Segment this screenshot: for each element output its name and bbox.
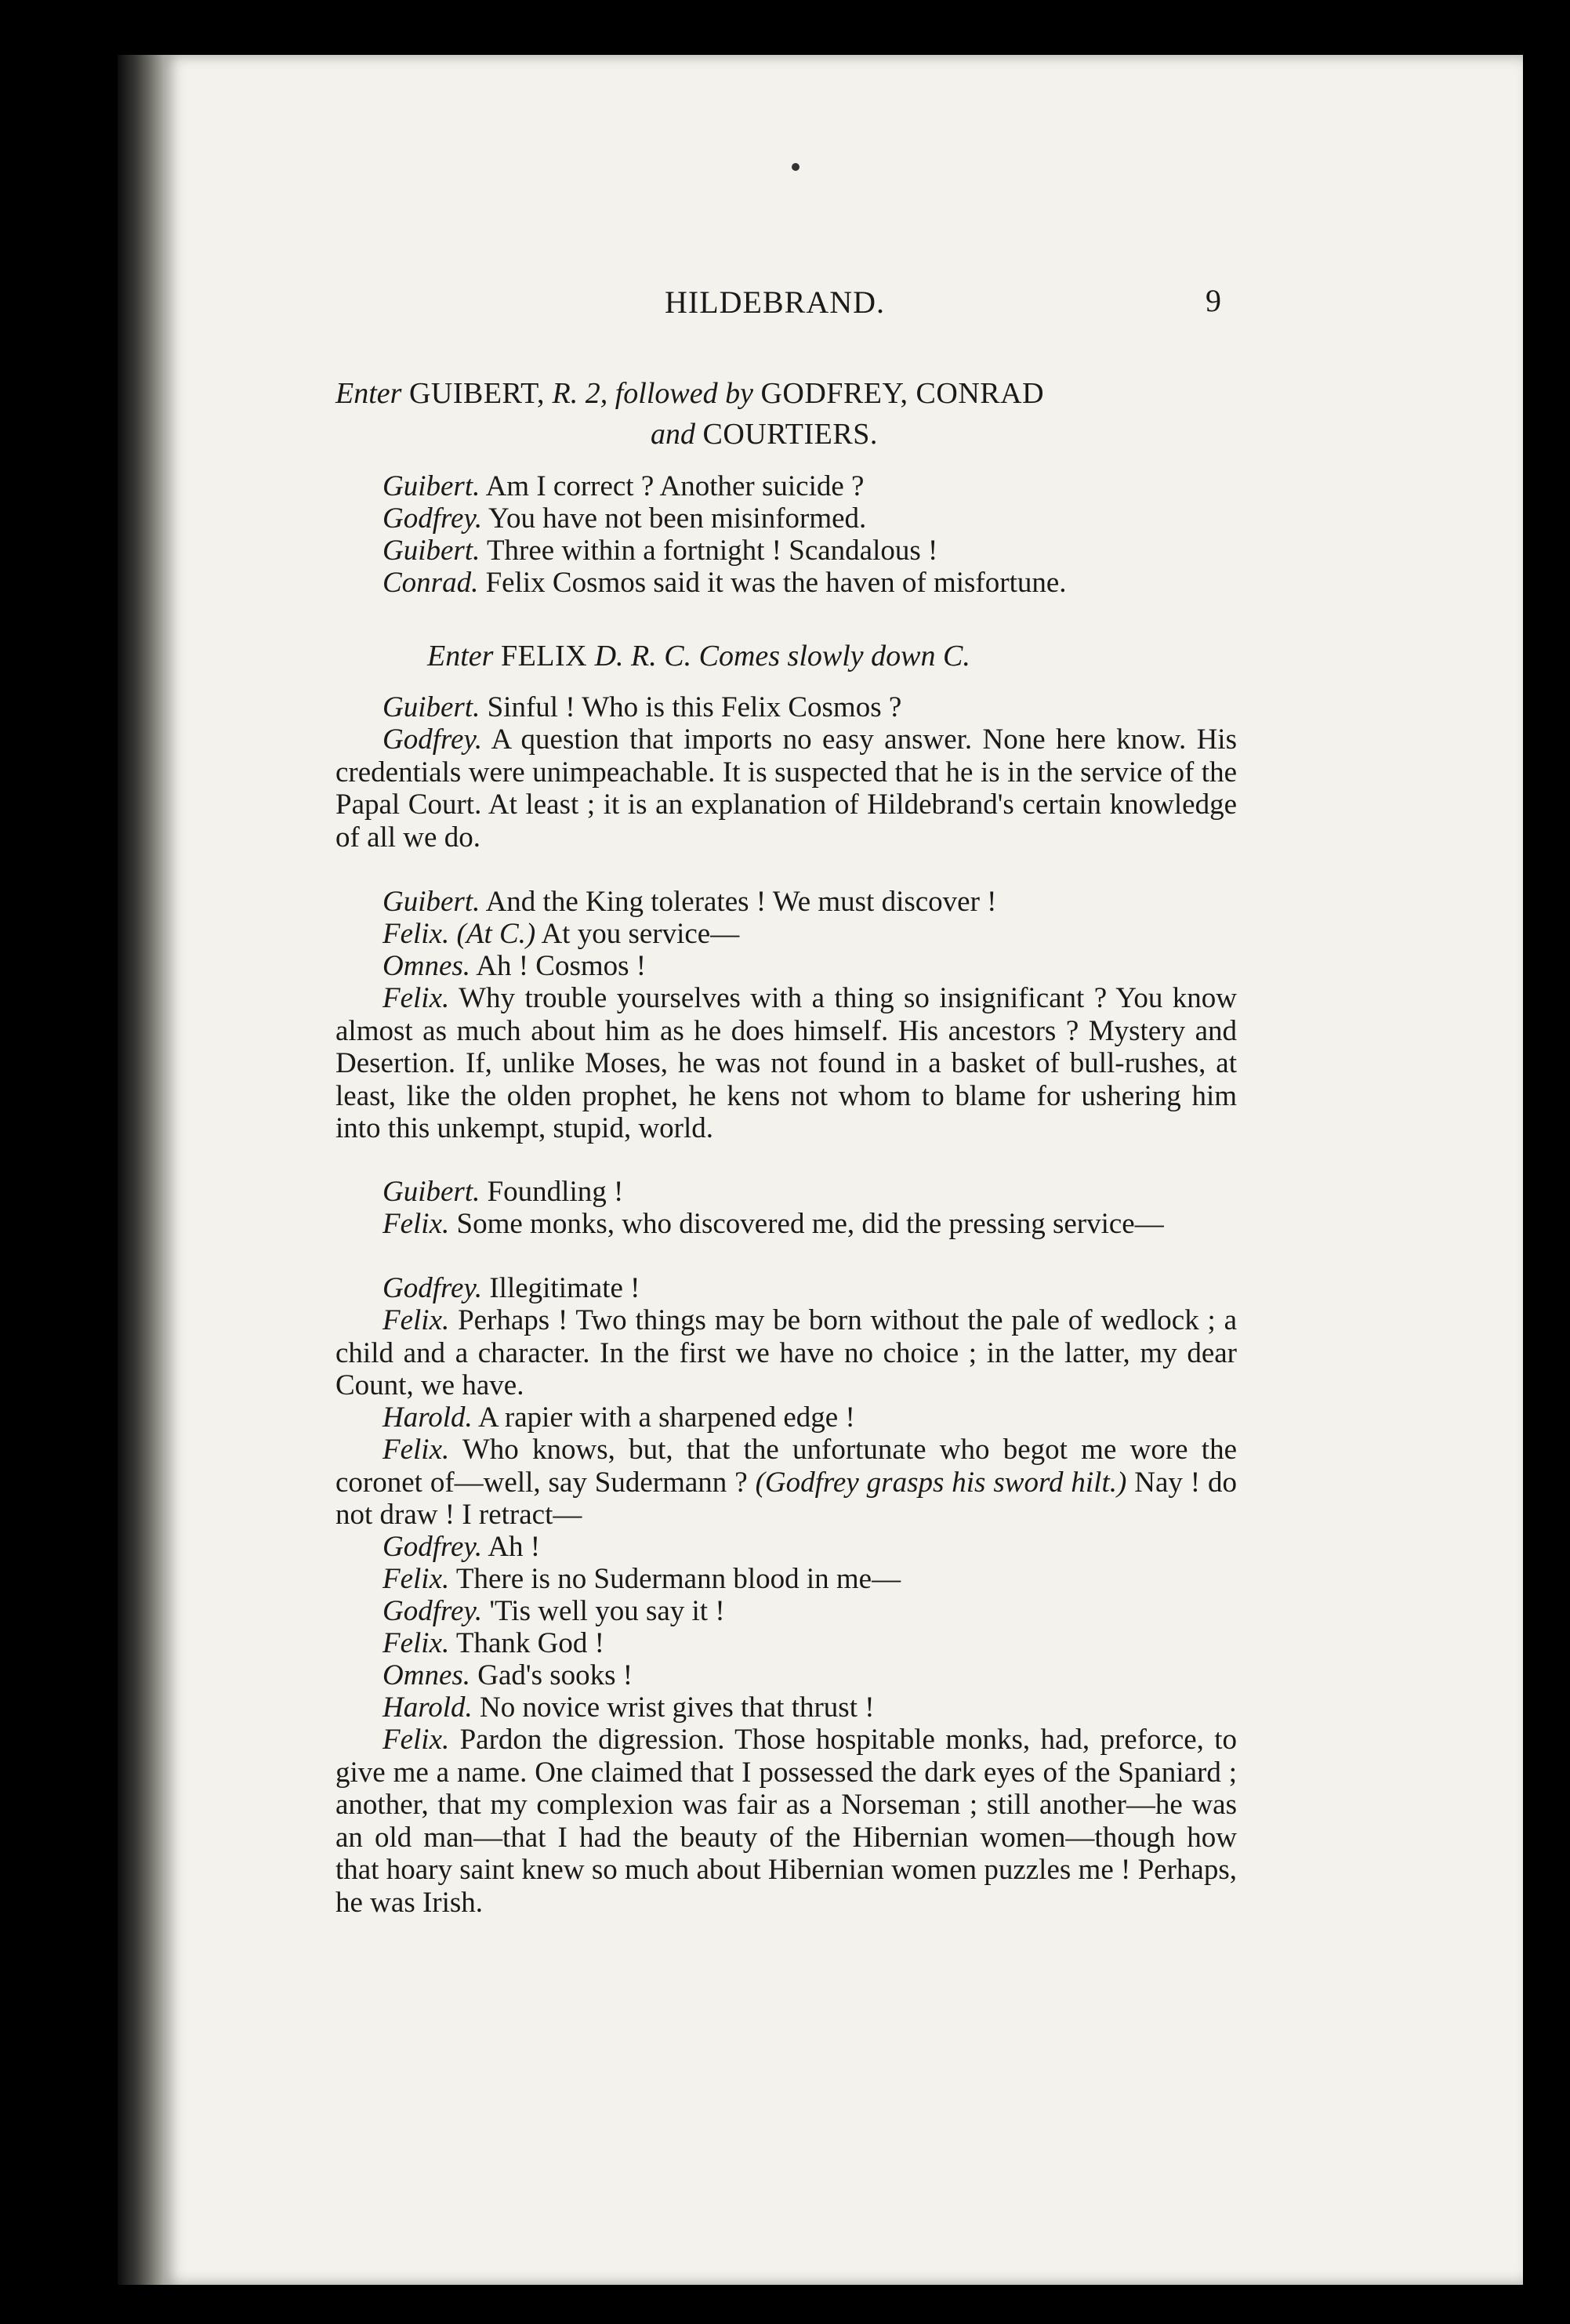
speech-line [335, 886, 1237, 919]
speaker-name: Godfrey. [383, 1595, 483, 1627]
speech-text: Why trouble yourselves with a thing so insignificant ? You know almost as much about him as he does himself. His ancestors ? Mystery and Desertion. If, unlike Moses, he was not found in a basket of bull-rushes, at least, like the olden prophet, he kens not whom to blame for ushering him into this unkempt, stupid, world. [335, 982, 1237, 1144]
speaker-name: Felix. [383, 1434, 450, 1466]
speech-text: Ah ! [488, 1531, 541, 1563]
speaker-name: Godfrey. [383, 723, 483, 756]
speech-text: Some monks, who discovered me, did the pressing service— [456, 1208, 1164, 1240]
speech-line [335, 1401, 1237, 1434]
sd-enter: Enter [335, 377, 402, 410]
speaker-name: Guibert. [383, 470, 480, 502]
speaker-name: Felix. [383, 1304, 450, 1336]
speech-text: Who knows, but, that the unfortunate who begot me wore the coronet of—well, say Sudermann ? [335, 1434, 1238, 1499]
speech-text: Sinful ! Who is this Felix Cosmos ? [487, 691, 902, 723]
stage-direction-entrance-1-line2 [651, 417, 878, 451]
speaker-name: Conrad. [383, 567, 479, 599]
speaker-name: Omnes. [383, 950, 471, 982]
speaker-name: Felix. [383, 1724, 450, 1756]
speaker-name: Felix. [383, 982, 450, 1014]
speech-text: At you service— [541, 918, 740, 950]
speech-line [335, 1272, 1237, 1305]
running-head: HILDEBRAND. [665, 285, 885, 320]
speech-text: Foundling ! [487, 1176, 624, 1208]
speech-line [335, 691, 1237, 724]
sd-name-guibert: GUIBERT, [408, 377, 545, 410]
page-number: 9 [1206, 283, 1221, 318]
speech-text: A question that imports no easy answer. None here know. His credentials were unimpeachable. It is suspected that he is in the service of the Papal Court. At least ; it is an explanation of Hildebrand's certain knowledge of all we do. [335, 723, 1237, 854]
speech-line [335, 1208, 1237, 1241]
stage-direction-inline: (At C.) [456, 918, 536, 950]
speech-text: Illegitimate ! [489, 1272, 640, 1304]
speech-line [335, 502, 1237, 535]
speaker-name: Felix. [383, 918, 450, 950]
speaker-name: Felix. [383, 1563, 450, 1595]
ink-speck [792, 163, 800, 171]
speaker-name: Guibert. [383, 535, 480, 567]
speaker-name: Felix. [383, 1627, 450, 1659]
speaker-name: Guibert. [383, 691, 480, 723]
speaker-name: Harold. [383, 1401, 473, 1434]
speech-line [335, 1304, 1237, 1402]
speech-text: No novice wrist gives that thrust ! [480, 1691, 875, 1724]
speech-text: You have not been misinformed. [488, 502, 867, 535]
speech-line [335, 950, 1237, 983]
speech-line [335, 1659, 1237, 1692]
speech-text: 'Tis well you say it ! [489, 1595, 725, 1627]
speech-line [335, 535, 1237, 567]
speech-line [335, 723, 1237, 854]
sd-name-felix: FELIX [500, 640, 588, 673]
speech-text: A rapier with a sharpened edge ! [478, 1401, 855, 1434]
speech-text: Perhaps ! Two things may be born without the pale of wedlock ; a child and a character. In the first we have no choice ; in the latter, my dear Count, we have. [335, 1304, 1237, 1401]
speech-line [335, 1563, 1237, 1596]
speaker-name: Omnes. [383, 1659, 471, 1691]
speech-text: There is no Sudermann blood in me— [455, 1563, 901, 1595]
speech-text: Am I correct ? Another suicide ? [485, 470, 865, 502]
sd-enter: Enter [427, 640, 494, 673]
speaker-name: Harold. [383, 1691, 473, 1724]
sd-followed: followed by [615, 377, 753, 410]
speech-text: Felix Cosmos said it was the haven of misfortune. [485, 567, 1067, 599]
speaker-name: Felix. [383, 1208, 450, 1240]
speech-text-continued: Nay ! do not draw ! I retract— [335, 1466, 1238, 1531]
speech-line [335, 918, 1237, 951]
speech-line [335, 567, 1237, 600]
speech-line [335, 1531, 1237, 1564]
sd-position: R. 2, [552, 377, 608, 410]
sd-felix-movement: D. R. C. Comes slowly down C. [594, 640, 970, 673]
speech-text: And the King tolerates ! We must discover ! [485, 886, 997, 918]
speaker-name: Godfrey. [383, 502, 483, 535]
speech-line [335, 1691, 1237, 1724]
sd-and: and [651, 418, 695, 451]
sd-names-godfrey-conrad: GODFREY, CONRAD [760, 377, 1045, 410]
speech-text: Thank God ! [455, 1627, 604, 1659]
speech-text: Pardon the digression. Those hospitable monks, had, preforce, to give me a name. One claimed that I possessed the dark eyes of the Spaniard ; another, that my complexion was fair as a Norseman ; still another—he was an old man—that I had the beauty of the Hibernian women—though how that hoary saint knew so much about Hibernian women puzzles me ! Perhaps, he was Irish. [335, 1724, 1237, 1919]
speaker-name: Guibert. [383, 886, 480, 918]
speech-line [335, 1434, 1237, 1532]
speaker-name: Godfrey. [383, 1272, 483, 1304]
stage-direction-entrance-2 [427, 639, 970, 673]
speech-line [335, 1595, 1237, 1628]
stage-direction-inline: (Godfrey grasps his sword hilt.) [755, 1466, 1127, 1499]
speech-line [335, 1176, 1237, 1209]
sd-name-courtiers: COURTIERS. [702, 418, 878, 451]
speaker-name: Guibert. [383, 1176, 480, 1208]
speaker-name: Godfrey. [383, 1531, 483, 1563]
speech-text: Three within a fortnight ! Scandalous ! [486, 535, 938, 567]
speech-text: Ah ! Cosmos ! [476, 950, 647, 982]
speech-line [335, 982, 1237, 1145]
stage-direction-entrance-1 [335, 376, 1044, 411]
speech-text: Gad's sooks ! [477, 1659, 633, 1691]
speech-line [335, 1627, 1237, 1660]
speech-line [335, 470, 1237, 503]
speech-line [335, 1724, 1237, 1919]
